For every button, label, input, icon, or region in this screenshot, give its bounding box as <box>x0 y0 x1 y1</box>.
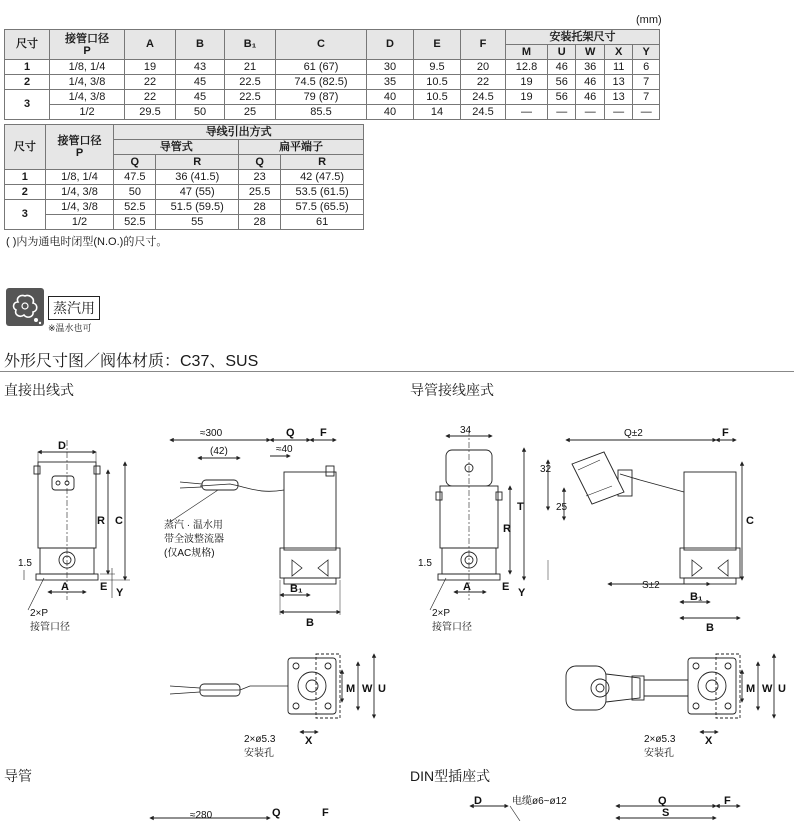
label-300: ≈300 <box>200 428 223 439</box>
th-size-2: 尺寸 <box>5 125 46 170</box>
label-hole-caption-right: 安装孔 <box>644 748 674 759</box>
label-y-right: Y <box>518 587 526 599</box>
label-f-din: F <box>724 795 731 807</box>
table-row: 1/2 52.5 55 28 61 <box>5 215 364 230</box>
th-c: C <box>276 30 367 60</box>
label-steam-note-3: (仅AC规格) <box>164 548 215 559</box>
section-divider <box>0 371 794 372</box>
label-s-din: S <box>662 807 670 819</box>
label-q: Q <box>286 427 295 439</box>
diagram-title-conduit: 导管 <box>4 768 32 784</box>
direct-top-view <box>170 654 374 732</box>
diagram-title-direct: 直接出线式 <box>4 382 74 398</box>
th-f: F <box>461 30 506 60</box>
th-y: Y <box>633 45 660 60</box>
steam-sub-note: ※温水也可 <box>48 323 92 333</box>
label-x-right: X <box>705 735 713 747</box>
label-c-right: C <box>746 515 754 527</box>
label-port-caption: 接管口径 <box>30 622 70 633</box>
label-a-right: A <box>463 581 471 593</box>
table-row: 1 1/8, 1/4 19 43 21 61 (67) 30 9.5 20 12.8 46 36 11 6 <box>5 60 660 75</box>
th-x: X <box>604 45 632 60</box>
label-c: C <box>115 515 123 527</box>
th-size: 尺寸 <box>5 30 50 60</box>
label-steam-note-2: 带全波整流器 <box>164 534 224 545</box>
dimension-drawings <box>0 400 800 821</box>
label-b: B <box>306 617 314 629</box>
label-1-5: 1.5 <box>18 558 32 569</box>
diagram-title-conduit-terminal: 导管接线座式 <box>410 382 494 398</box>
label-u: U <box>378 683 386 695</box>
table-row: 1 1/8, 1/4 47.5 36 (41.5) 23 42 (47.5) <box>5 170 364 185</box>
label-q-conduit: Q <box>272 807 281 819</box>
label-hole: 2×ø5.3 <box>244 734 276 745</box>
label-r: R <box>97 515 105 527</box>
label-port-2p-right: 2×P <box>432 608 451 619</box>
table-row: 3 1/4, 3/8 22 45 22.5 79 (87) 40 10.5 24.5 19 56 46 13 7 <box>5 90 660 105</box>
steam-label: 蒸汽用 <box>48 296 100 320</box>
label-y: Y <box>116 587 124 599</box>
label-d: D <box>58 440 66 452</box>
conduit-terminal-front-view <box>430 430 524 610</box>
label-b1-right: B₁ <box>690 591 703 603</box>
label-f-right: F <box>722 427 729 439</box>
steam-icon <box>6 288 44 326</box>
label-42: (42) <box>210 446 228 457</box>
table-row: 1/2 29.5 50 25 85.5 40 14 24.5 — — — — — <box>5 105 660 120</box>
label-32: 32 <box>540 464 552 475</box>
th-bracket: 安装托架尺寸 <box>506 30 660 45</box>
label-m: M <box>346 683 356 695</box>
label-r-right: R <box>503 523 511 535</box>
table-note: ( )内为通电时闭型(N.O.)的尺寸。 <box>6 236 168 248</box>
label-e: E <box>100 581 108 593</box>
th-u: U <box>548 45 576 60</box>
conduit-terminal-top-view <box>566 654 774 732</box>
table-row: 2 1/4, 3/8 50 47 (55) 25.5 53.5 (61.5) <box>5 185 364 200</box>
label-f: F <box>320 427 327 439</box>
unit-label: (mm) <box>636 14 662 26</box>
section-title: 外形尺寸图／阀体材质：C37、SUS <box>4 353 259 370</box>
label-a: A <box>61 581 69 593</box>
label-port-caption-right: 接管口径 <box>432 622 472 633</box>
label-34: 34 <box>460 425 472 436</box>
label-hole-caption: 安装孔 <box>244 748 274 759</box>
th-flat-terminal: 扁平端子 <box>239 140 364 155</box>
th-m: M <box>506 45 548 60</box>
dimension-table-1 <box>4 29 660 120</box>
label-280: ≈280 <box>190 810 213 821</box>
th-b: B <box>176 30 225 60</box>
label-t: T <box>517 501 524 513</box>
label-x: X <box>305 735 313 747</box>
bottom-partial-drawings <box>150 806 740 821</box>
label-w: W <box>362 683 373 695</box>
label-hole-right: 2×ø5.3 <box>644 734 676 745</box>
label-m-right: M <box>746 683 756 695</box>
label-25: 25 <box>556 502 568 513</box>
th-a: A <box>125 30 176 60</box>
th-port: 接管口径 P <box>50 30 125 60</box>
label-40: ≈40 <box>276 444 293 455</box>
th-wiring: 导线引出方式 <box>114 125 364 140</box>
label-port-2p: 2×P <box>30 608 49 619</box>
table-row: 2 1/4, 3/8 22 45 22.5 74.5 (82.5) 35 10.5 22 19 56 46 13 7 <box>5 75 660 90</box>
label-f-conduit: F <box>322 807 329 819</box>
diagram-title-din: DIN型插座式 <box>410 768 491 784</box>
th-w: W <box>576 45 604 60</box>
label-q-pm2: Q±2 <box>624 428 643 439</box>
label-d-din: D <box>474 795 482 807</box>
label-w-right: W <box>762 683 773 695</box>
label-cable: 电缆ø6~ø12 <box>512 796 567 807</box>
label-q-din: Q <box>658 795 667 807</box>
th-e: E <box>414 30 461 60</box>
conduit-terminal-side-view <box>548 440 742 618</box>
label-b1: B₁ <box>290 583 303 595</box>
label-s-pm2: S±2 <box>642 580 660 591</box>
label-1-5-right: 1.5 <box>418 558 432 569</box>
label-u-right: U <box>778 683 786 695</box>
th-conduit: 导管式 <box>114 140 239 155</box>
label-steam-note-1: 蒸汽 · 温水用 <box>164 520 223 531</box>
th-port-2: 接管口径 P <box>45 125 114 170</box>
th-b1: B₁ <box>225 30 276 60</box>
label-e-right: E <box>502 581 510 593</box>
label-b-right: B <box>706 622 714 634</box>
table-row: 3 1/4, 3/8 52.5 51.5 (59.5) 28 57.5 (65.5) <box>5 200 364 215</box>
dimension-table-2: 尺寸 接管口径 P 导线引出方式 导管式 扁平端子 Q R Q R 1 1/8, 1/4 47.5 36 (41.5) 23 42 (47.5) 2 1/4, 3/8 50 47 (55) 25.5 53.5 (61.5) 3 1/4, 3/8 52.5 51.5 (59.5) 28 57.5 (65.5) 1/2 52.5 55 28 61 <box>4 124 364 230</box>
th-d: D <box>367 30 414 60</box>
